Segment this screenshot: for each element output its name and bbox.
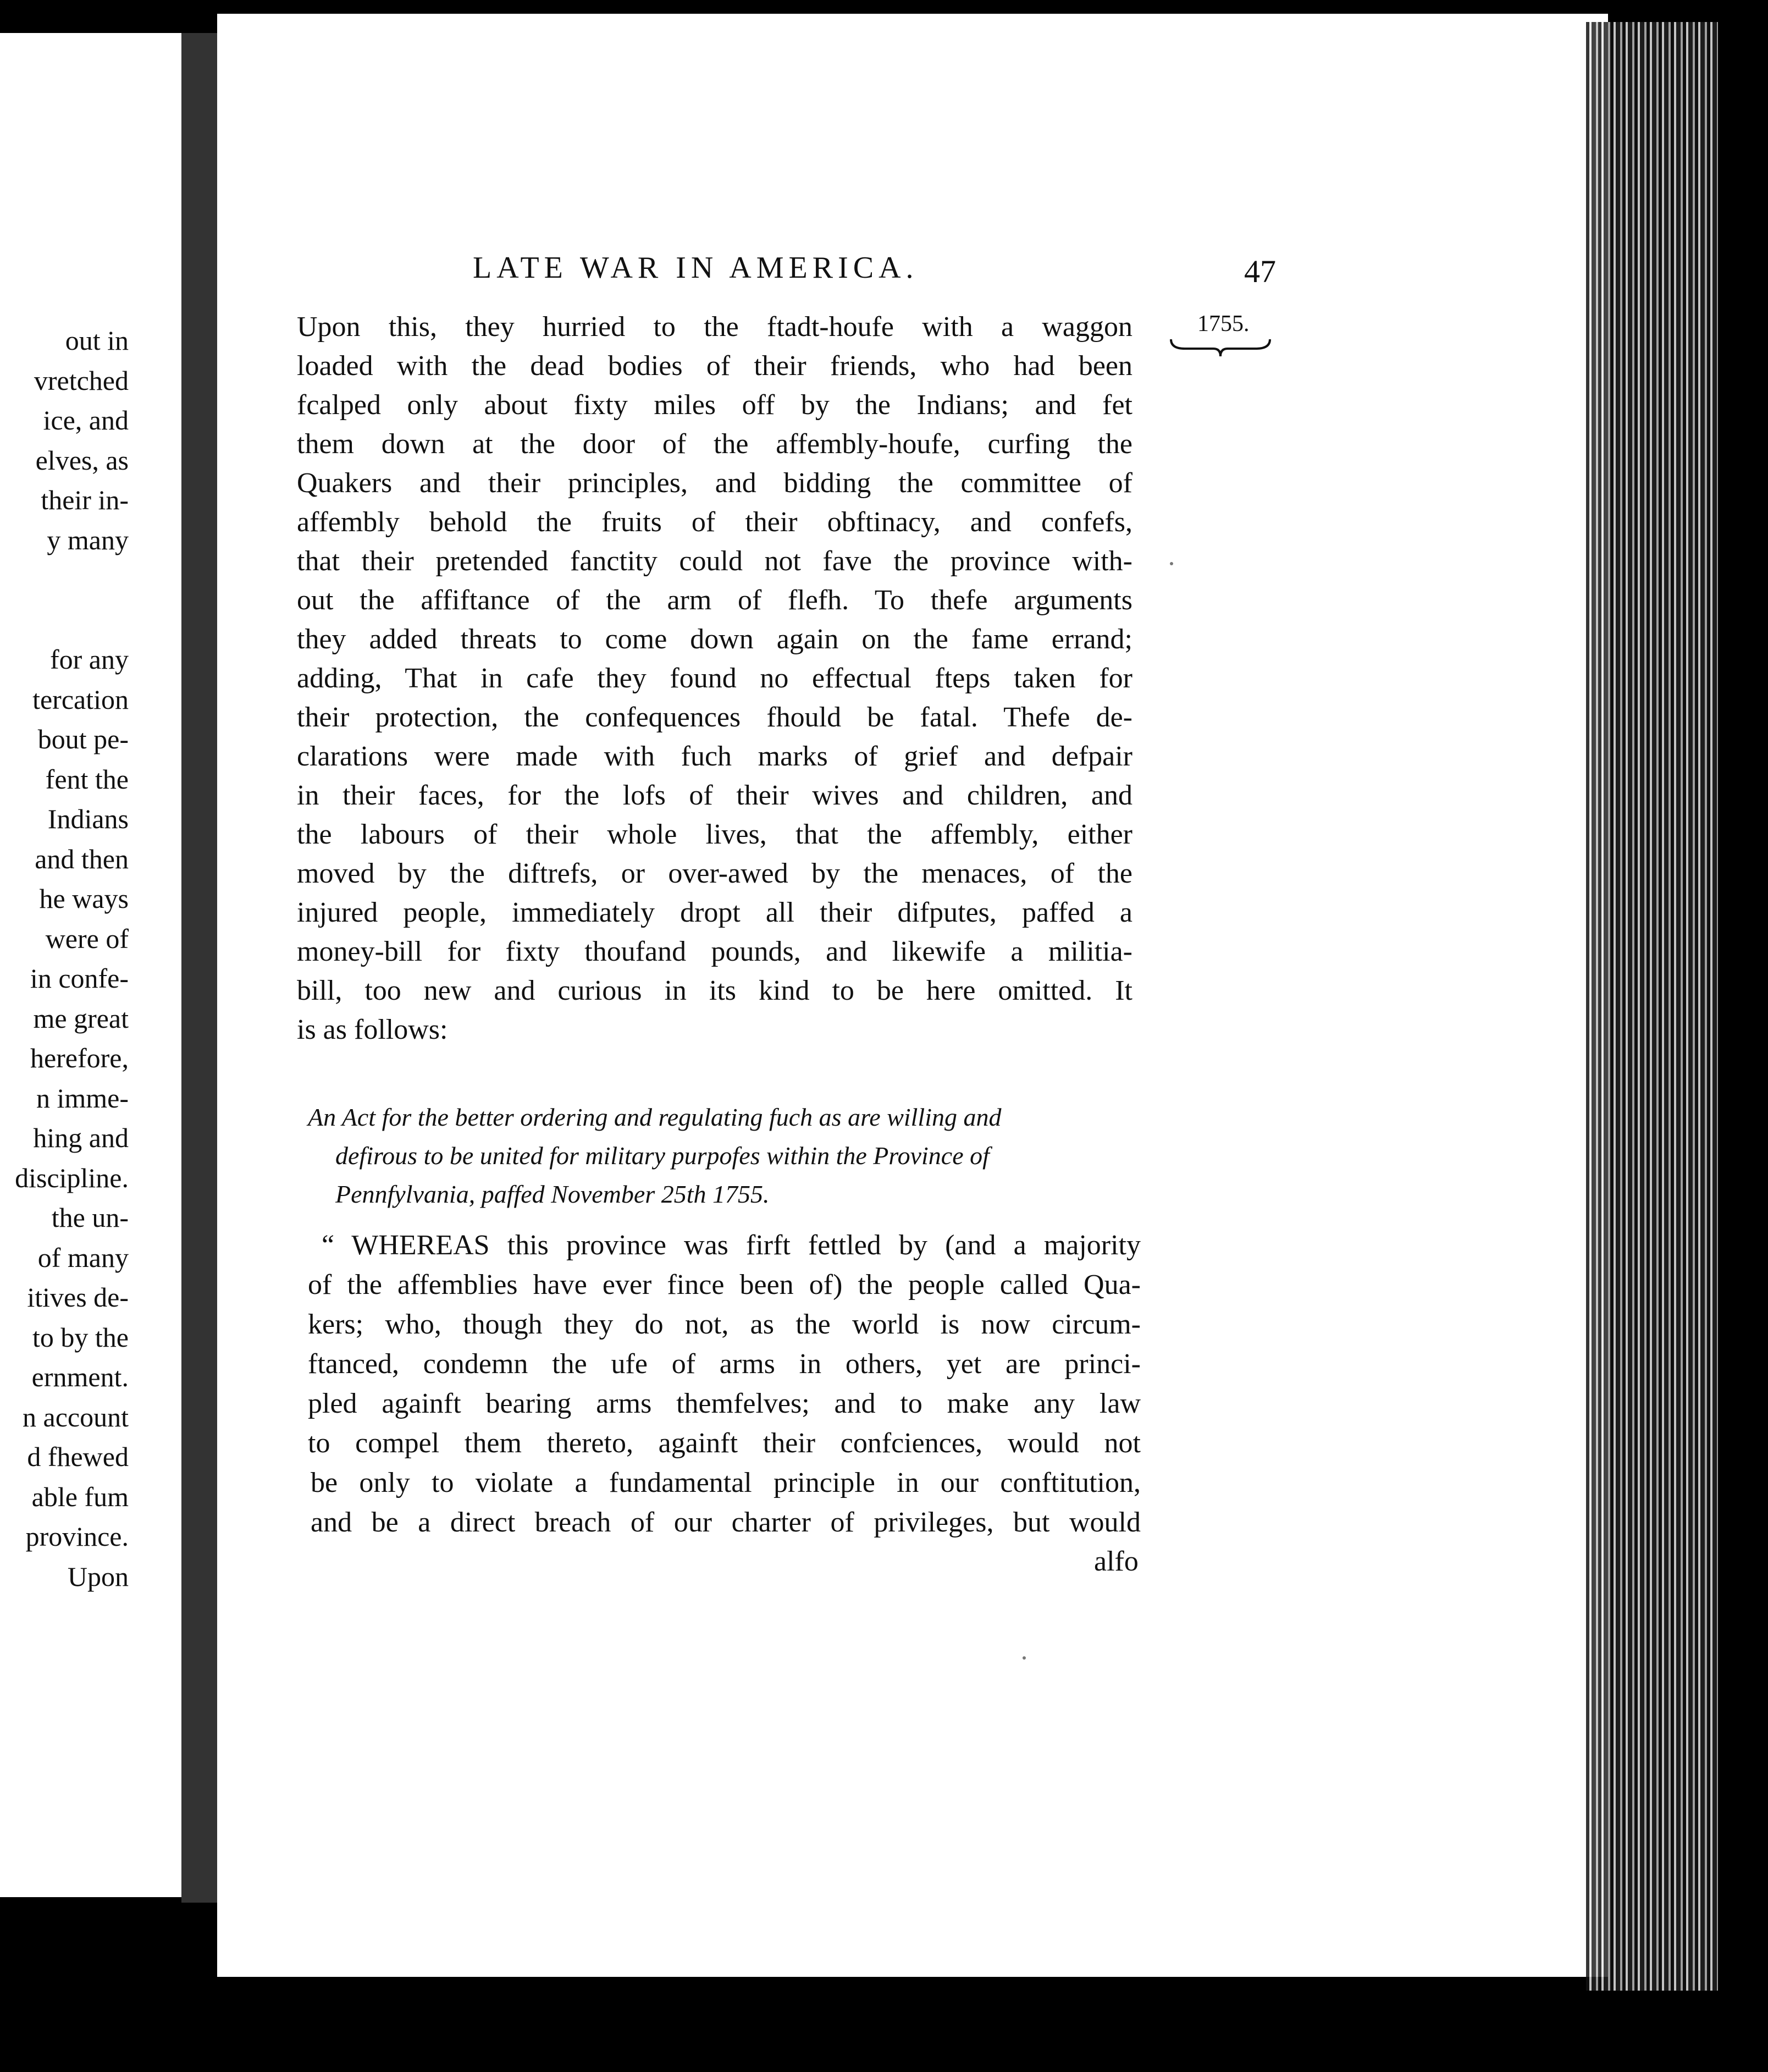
body-line: that their pretended fanctity could not fave the province with- <box>297 545 1132 577</box>
book-gutter <box>181 33 220 1903</box>
body-line: out the affiftance of the arm of flefh. To thefe arguments <box>297 585 1132 616</box>
left-line: their in- <box>41 484 129 515</box>
body-line: money-bill for fixty thoufand pounds, and likewife a militia- <box>297 936 1132 967</box>
page-number: 47 <box>1244 254 1276 289</box>
left-line: in confe- <box>30 963 129 994</box>
body-line: adding, That in cafe they found no effectual fteps taken for <box>297 663 1132 694</box>
left-line: y many <box>47 525 129 555</box>
left-line: hing and <box>33 1122 129 1153</box>
left-line: able fum <box>31 1481 129 1512</box>
act-title-line: An Act for the better ordering and regulating fuch as are willing and <box>308 1103 1002 1131</box>
body-line: them down at the door of the affembly-houfe, curfing the <box>297 428 1132 460</box>
left-line: Indians <box>47 803 129 834</box>
left-line: and then <box>35 844 129 874</box>
act-line: pled againft bearing arms themfelves; and to make any law <box>308 1388 1141 1419</box>
act-line: to compel them thereto, againft their confciences, would not <box>308 1428 1141 1459</box>
left-line: herefore, <box>30 1043 129 1073</box>
act-line: be only to violate a fundamental principle in our conftitution, <box>311 1467 1141 1498</box>
act-line: and be a direct breach of our charter of privileges, but would <box>311 1507 1141 1538</box>
left-line: n imme- <box>36 1083 129 1114</box>
body-line: their protection, the confequences fhould be fatal. Thefe de- <box>297 702 1132 733</box>
speck <box>1023 1656 1026 1660</box>
body-line: they added threats to come down again on the fame errand; <box>297 624 1132 655</box>
left-line: d fhewed <box>27 1441 129 1472</box>
left-line: he ways <box>39 883 129 914</box>
left-line: of many <box>37 1242 129 1273</box>
left-line: to by the <box>32 1322 129 1353</box>
left-page-text <box>0 33 209 1897</box>
left-line: were of <box>45 923 129 954</box>
left-line: n account <box>23 1402 129 1432</box>
body-line: affembly behold the fruits of their obftinacy, and confefs, <box>297 506 1132 538</box>
left-line: out in <box>65 325 129 356</box>
body-line: moved by the diftrefs, or over-awed by the menaces, of the <box>297 858 1132 889</box>
left-line: fent the <box>45 764 129 795</box>
left-line: me great <box>33 1003 129 1034</box>
act-line: ftanced, condemn the ufe of arms in others, yet are princi- <box>308 1348 1141 1380</box>
brace-icon <box>1168 337 1273 359</box>
left-line: tercation <box>32 684 129 715</box>
act-line: kers; who, though they do not, as the world is now circum- <box>308 1309 1141 1340</box>
act-title-line: Pennfylvania, paffed November 25th 1755. <box>335 1180 770 1208</box>
margin-date: 1755. <box>1197 311 1250 337</box>
body-line: injured people, immediately dropt all their difputes, paffed a <box>297 897 1132 928</box>
left-line: ernment. <box>31 1362 129 1392</box>
body-line: Upon this, they hurried to the ftadt-houfe with a waggon <box>297 311 1132 343</box>
speck <box>1170 562 1173 565</box>
body-line: clarations were made with fuch marks of grief and defpair <box>297 741 1132 772</box>
body-line: in their faces, for the lofs of their wives and children, and <box>297 780 1132 811</box>
left-line: elves, as <box>35 445 129 476</box>
body-line: Quakers and their principles, and bidding the committee of <box>297 467 1132 499</box>
left-line: bout pe- <box>37 724 129 754</box>
body-line: the labours of their whole lives, that the affembly, either <box>297 819 1132 850</box>
left-line: province. <box>25 1521 129 1552</box>
page-edges <box>1586 22 1718 1991</box>
running-title: LATE WAR IN AMERICA. <box>473 251 919 285</box>
left-line: ice, and <box>43 405 129 436</box>
left-line: vretched <box>34 365 129 396</box>
act-line: of the affemblies have ever fince been of) the people called Qua- <box>308 1269 1141 1300</box>
body-line: is as follows: <box>297 1014 448 1045</box>
left-page <box>0 33 209 1897</box>
act-title-line: defirous to be united for military purpofes within the Province of <box>335 1142 990 1170</box>
left-line: discipline. <box>15 1162 129 1193</box>
body-line: bill, too new and curious in its kind to be here omitted. It <box>297 975 1132 1006</box>
body-line: loaded with the dead bodies of their friends, who had been <box>297 350 1132 382</box>
left-line: the un- <box>51 1202 129 1233</box>
left-line: itives de- <box>27 1282 129 1313</box>
left-line: for any <box>50 644 129 675</box>
left-line: Upon <box>67 1561 129 1592</box>
catchword: alfo <box>1094 1546 1139 1577</box>
act-line: “ WHEREAS this province was firft fettled by (and a majority <box>322 1230 1141 1261</box>
body-line: fcalped only about fixty miles off by the Indians; and fet <box>297 389 1132 421</box>
